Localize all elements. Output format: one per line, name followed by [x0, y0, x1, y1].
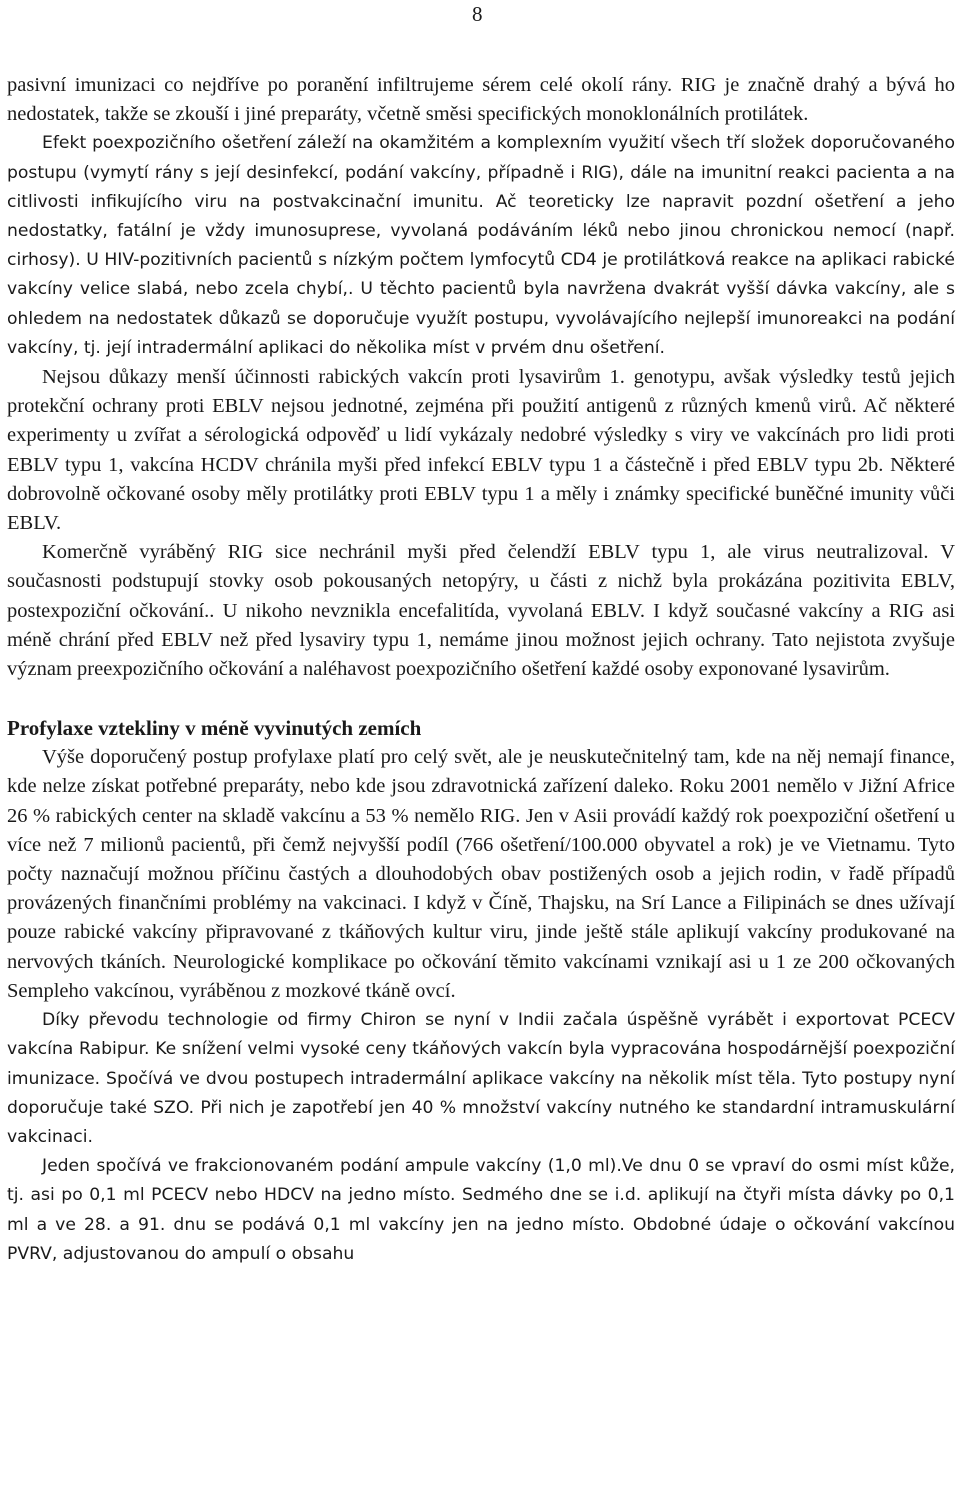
paragraph: Jeden spočívá ve frakcionovaném podání ampule vakcíny (1,0 ml).Ve dnu 0 se vpraví do osmi míst kůže, tj. asi po 0,1 ml PCECV nebo HDCV na jedno místo. Sedmého dne se i.d. aplikují na čtyři místa dávky po 0,1 ml a ve 28. a 91. dnu se podává 0,1 ml vakcíny jen na jedno místo. Obdobné údaje o očkování vakcínou PVRV, adjustovanou do ampulí o obsahu [7, 1156, 955, 1264]
paragraph: Díky převodu technologie od firmy Chiron se nyní v Indii začala úspěšně vyrábět i exportovat PCECV vakcína Rabipur. Ke snížení velmi vysoké ceny tkáňových vakcín byla vypracována hospodárnější poexpoziční imunizace. Spočívá ve dvou postupech intradermální aplikace vakcíny na několik míst těla. Tyto postupy nyní doporučuje také SZO. Při nich je zapotřebí jen 40 % množství vakcíny nutného ke standardní intramuskulární vakcinaci. [7, 1010, 955, 1147]
paragraph: Výše doporučený postup profylaxe platí pro celý svět, ale je neuskutečnitelný tam, kde na něj nemají finance, kde nelze získat potřebné preparáty, nebo kde jsou zdravotnická zařízení daleko. Roku 2001 nemělo v Jižní Africe 26 % rabických center na skladě vakcínu a 53 % nemělo RIG. Jen v Asii provádí každý rok poexpoziční ošetření u více než 7 milionů pacientů, při čemž nejvyšší podíl (766 ošetření/100.000 obyvatel a rok) je ve Vietnamu. Tyto počty naznačují možnou příčinu častých a dlouhodobých obav postižených osob a jejich rodin, v řadě případů provázených finančními problémy na vakcinaci. I když v Číně, Thajsku, na Srí Lance a Filipinách se dnes užívají pouze rabické vakcíny připravované z tkáňových kultur viru, jinde ještě stále aplikují vakcíny produkované na nervových tkáních. Neurologické komplikace po očkování těmito vakcínami vznikají asi u 1 ze 200 očkovaných Sempleho vakcínou, vyráběnou z mozkové tkáně ovcí. [7, 746, 955, 1002]
section-heading: Profylaxe vztekliny v méně vyvinutých zemích [7, 716, 422, 741]
paragraph: Komerčně vyráběný RIG sice nechránil myši před čelendží EBLV typu 1, ale virus neutralizoval. V současnosti podstupují stovky osob pokousaných netopýry, u části z nichž byla prokázána pozitivita EBLV, postexpoziční očkování.. U nikoho nevznikla encefalitída, vyvolaná EBLV. I když současné vakcíny a RIG asi méně chrání před EBLV než před lysaviry typu 1, nemáme jinou možnost jejich ochrany. Tato nejistota zvyšuje význam preexpozičního očkování a naléhavost poexpozičního ošetření každé osoby exponované lysavirům. [7, 541, 955, 681]
paragraph: pasivní imunizaci co nejdříve po poranění infiltrujeme sérem celé okolí rány. RIG je značně drahý a bývá ho nedostatek, takže se zkouší i jiné preparáty, včetně směsi specifických monoklonálních protilátek. [7, 74, 955, 126]
document-body [7, 71, 955, 1269]
paragraph: Nejsou důkazy menší účinnosti rabických vakcín proti lysavirům 1. genotypu, avšak výsledky testů jejich protekční ochrany proti EBLV nejsou jednotné, zejména při použití antigenů z různých kmenů virů. Ač některé experimenty u zvířat a sérologická odpověď u lidí vykázaly nedobré výsledky s viry ve vakcínách pro lidi proti EBLV typu 1, vakcína HCDV chránila myši před infekcí EBLV typu 1 a částečně i před EBLV typu 2b. Některé dobrovolně očkované osoby měly protilátky proti EBLV typu 1 a měly i známky specifické buněčné imunity vůči EBLV. [7, 366, 955, 535]
paragraph: Efekt poexpozičního ošetření záleží na okamžitém a komplexním využití všech tří složek doporučovaného postupu (vymytí rány s její desinfekcí, podání vakcíny, případně i RIG), dále na imunitní reakci pacienta a na citlivosti infikujícího viru na postvakcinační imunitu. Ač teoreticky lze napravit pozdní ošetření a jeho nedostatky, fatální je vždy imunosuprese, vyvolaná podáváním léků nebo jinou chronickou nemocí (např. cirhosy). U HIV-pozitivních pacientů s nízkým počtem lymfocytů CD4 je protilátková reakce na aplikaci rabické vakcíny velice slabá, nebo zcela chybí,. U těchto pacientů byla navržena dvakrát vyšší dávka vakcíny, ale s ohledem na nedostatek důkazů se doporučuje využít postupu, vyvolávajícího nejlepší imunoreakci na podání vakcíny, tj. její intradermální aplikaci do několika míst v prvém dnu ošetření. [7, 133, 955, 358]
page-number: 8 [472, 2, 483, 26]
